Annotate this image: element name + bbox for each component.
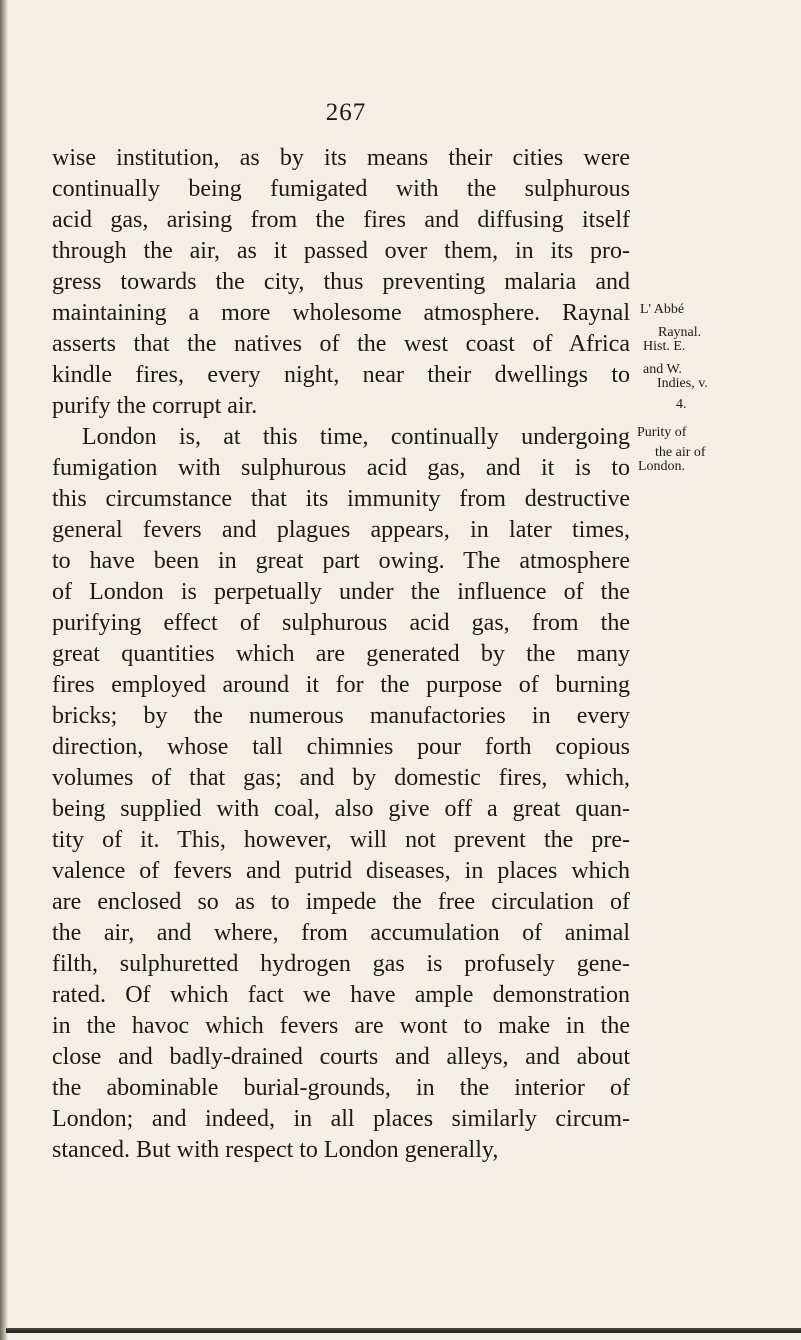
- text-line: tity of it. This, however, will not prevent the pre-: [52, 827, 630, 853]
- text-line: wise institution, as by its means their cities were: [52, 145, 630, 171]
- text-line: maintaining a more wholesome atmosphere. Raynal: [52, 300, 630, 326]
- page-bottom-edge: [6, 1328, 801, 1333]
- text-line: London is, at this time, continually undergoing: [82, 424, 630, 450]
- text-line: filth, sulphuretted hydrogen gas is profusely gene-: [52, 951, 630, 977]
- text-line: stanced. But with respect to London generally,: [52, 1137, 499, 1163]
- text-line: direction, whose tall chimnies pour forth copious: [52, 734, 630, 760]
- text-line: rated. Of which fact we have ample demonstration: [52, 982, 630, 1008]
- page-number: 267: [325, 99, 367, 126]
- text-line: fumigation with sulphurous acid gas, and it is to: [52, 455, 630, 481]
- text-line: the abominable burial-grounds, in the interior of: [52, 1075, 630, 1101]
- text-line: to have been in great part owing. The atmosphere: [52, 548, 630, 574]
- text-line: through the air, as it passed over them, in its pro-: [52, 238, 630, 264]
- text-line: purify the corrupt air.: [52, 393, 258, 419]
- margin-note-line: L' Abbé: [640, 302, 685, 317]
- margin-note-line: Hist. E.: [643, 339, 686, 354]
- text-line: continually being fumigated with the sulphurous: [52, 176, 630, 202]
- page-binding-edge: [0, 0, 8, 1340]
- text-line: acid gas, arising from the fires and diffusing itself: [52, 207, 630, 233]
- text-line: fires employed around it for the purpose of burning: [52, 672, 630, 698]
- margin-note-line: London.: [638, 459, 686, 474]
- margin-note-line: Purity of: [637, 425, 687, 440]
- text-line: kindle fires, every night, near their dwellings to: [52, 362, 630, 388]
- text-line: great quantities which are generated by the many: [52, 641, 630, 667]
- text-line: valence of fevers and putrid diseases, in places which: [52, 858, 630, 884]
- text-line: volumes of that gas; and by domestic fires, which,: [52, 765, 630, 791]
- text-line: the air, and where, from accumulation of animal: [52, 920, 630, 946]
- text-line: of London is perpetually under the influence of the: [52, 579, 630, 605]
- text-line: being supplied with coal, also give off a great quan-: [52, 796, 630, 822]
- text-line: general fevers and plagues appears, in later times,: [52, 517, 630, 543]
- margin-note-line: 4.: [676, 397, 687, 412]
- text-line: in the havoc which fevers are wont to make in the: [52, 1013, 630, 1039]
- margin-note-line: Indies, v.: [657, 376, 708, 391]
- text-line: purifying effect of sulphurous acid gas, from the: [52, 610, 630, 636]
- text-line: this circumstance that its immunity from destructive: [52, 486, 630, 512]
- text-line: close and badly-drained courts and alleys, and about: [52, 1044, 630, 1070]
- text-line: bricks; by the numerous manufactories in every: [52, 703, 630, 729]
- text-line: gress towards the city, thus preventing malaria and: [52, 269, 630, 295]
- text-line: London; and indeed, in all places similarly circum-: [52, 1106, 630, 1132]
- text-line: asserts that the natives of the west coast of Africa: [52, 331, 630, 357]
- text-line: are enclosed so as to impede the free circulation of: [52, 889, 630, 915]
- margin-note-line: and W.: [643, 362, 682, 377]
- margin-note-line: the air of: [655, 445, 706, 460]
- margin-note-line: Raynal.: [658, 325, 702, 340]
